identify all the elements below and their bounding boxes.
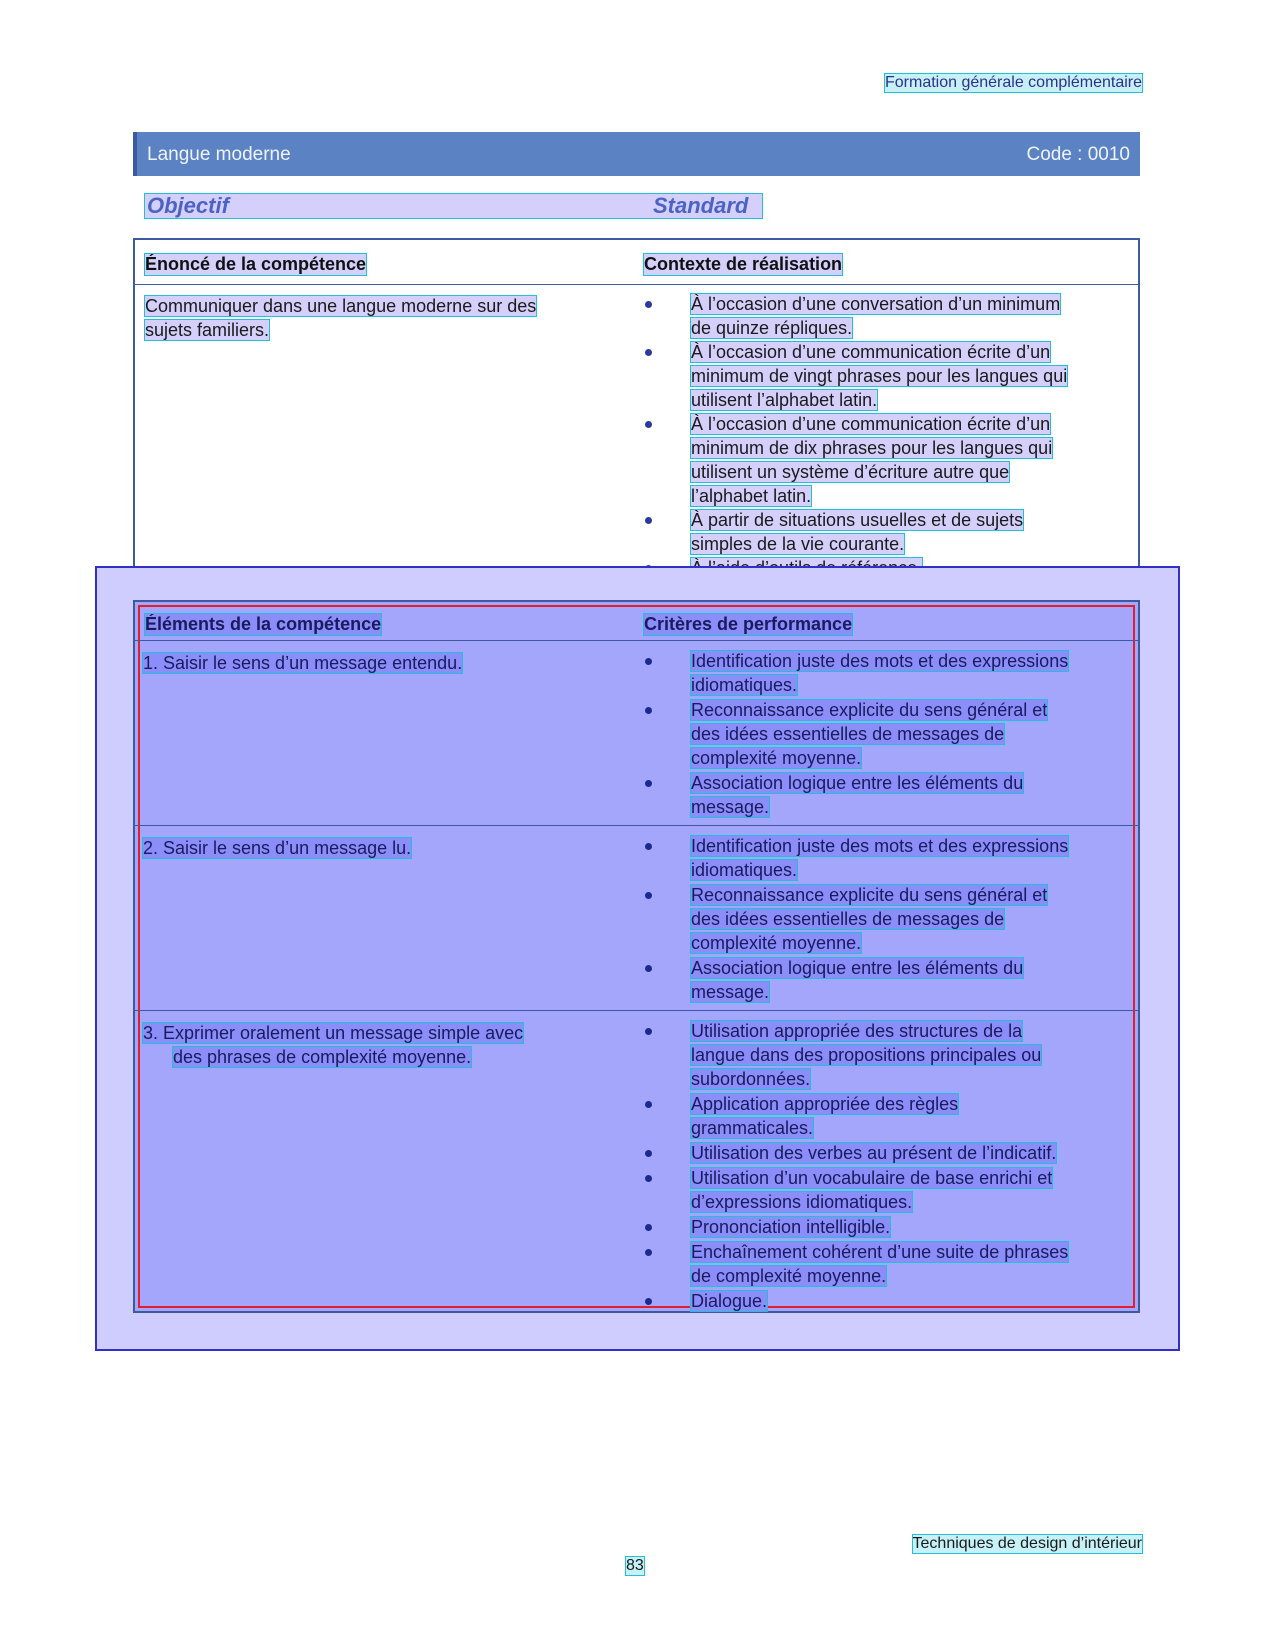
bullet-line: utilisent l’alphabet latin. xyxy=(691,390,878,410)
enonce-line: Communiquer dans une langue moderne sur des xyxy=(145,296,537,316)
element-row xyxy=(135,825,1138,1002)
bullet-line: idiomatiques. xyxy=(691,860,798,880)
element-line: 3. Exprimer oralement un message simple avec xyxy=(143,1023,524,1043)
bullet-icon xyxy=(645,1175,652,1182)
bullet-line: des idées essentielles de messages de xyxy=(691,724,1005,744)
bullet-line: Prononciation intelligible. xyxy=(691,1217,891,1237)
bullet-line: d’expressions idiomatiques. xyxy=(691,1192,913,1212)
bullet-icon xyxy=(645,1249,652,1256)
bullet-text xyxy=(691,412,1111,508)
section-bar xyxy=(133,132,1140,176)
bullet-line: À l’occasion d’une communication écrite d’un xyxy=(691,342,1051,362)
bullet-icon xyxy=(645,658,652,665)
bullet-line: message. xyxy=(691,982,770,1002)
bullet-line: langue dans des propositions principales ou xyxy=(691,1045,1042,1065)
bullet-line: Utilisation des verbes au présent de l’indicatif. xyxy=(691,1143,1057,1163)
bullet-icon xyxy=(645,1150,652,1157)
bullet-text xyxy=(691,340,1111,412)
bullet-text xyxy=(691,1289,1111,1313)
bullet-line: complexité moyenne. xyxy=(691,748,862,768)
element-row xyxy=(135,1010,1138,1311)
bullet-icon xyxy=(645,892,652,899)
bullet-line: Association logique entre les éléments du xyxy=(691,773,1024,793)
bullet-text xyxy=(691,771,1111,819)
bullet-line: utilisent un système d’écriture autre que xyxy=(691,462,1010,482)
bullet-line: message. xyxy=(691,797,770,817)
bullet-line: Reconnaissance explicite du sens général et xyxy=(691,700,1048,720)
contexte-header: Contexte de réalisation xyxy=(644,254,843,274)
element-text xyxy=(143,836,411,860)
bullet-icon xyxy=(645,1224,652,1231)
bullet-icon xyxy=(645,349,652,356)
bullet-line: À partir de situations usuelles et de sujets xyxy=(691,510,1024,530)
bullet-line: minimum de vingt phrases pour les langues qui xyxy=(691,366,1068,386)
bullet-line: À l’occasion d’une communication écrite d’un xyxy=(691,414,1051,434)
bullet-line: Enchaînement cohérent d’une suite de phrases xyxy=(691,1242,1069,1262)
bullet-text xyxy=(691,883,1111,955)
bullet-text xyxy=(691,1240,1111,1288)
bullet-line: idiomatiques. xyxy=(691,675,798,695)
bullet-line: des idées essentielles de messages de xyxy=(691,909,1005,929)
bullet-icon xyxy=(645,707,652,714)
bullet-line: complexité moyenne. xyxy=(691,933,862,953)
bullet-line: minimum de dix phrases pour les langues qui xyxy=(691,438,1053,458)
bullet-line: grammaticales. xyxy=(691,1118,814,1138)
element-row xyxy=(135,640,1138,817)
objectif-label: Objectif xyxy=(147,193,229,218)
elements-header: Éléments de la compétence xyxy=(145,614,382,634)
standard-label: Standard xyxy=(653,193,749,218)
bullet-line: l’alphabet latin. xyxy=(691,486,812,506)
element-line: des phrases de complexité moyenne. xyxy=(173,1047,472,1067)
bullet-text xyxy=(691,698,1111,770)
element-line: 2. Saisir le sens d’un message lu. xyxy=(143,838,412,858)
bullet-line: À l’occasion d’une conversation d’un minimum xyxy=(691,294,1061,314)
element-text xyxy=(143,651,462,675)
bullet-line: de complexité moyenne. xyxy=(691,1266,887,1286)
bullet-text xyxy=(691,649,1111,697)
running-header: Formation générale complémentaire xyxy=(884,74,1142,91)
bullet-icon xyxy=(645,421,652,428)
bullet-line: Application appropriée des règles xyxy=(691,1094,959,1114)
bullet-text xyxy=(691,834,1111,882)
objective-row xyxy=(145,194,762,218)
enonce-header: Énoncé de la compétence xyxy=(145,254,367,274)
element-text xyxy=(143,1021,523,1069)
bullet-line: Association logique entre les éléments du xyxy=(691,958,1024,978)
competence-table-header xyxy=(135,240,1138,285)
bullet-icon xyxy=(645,517,652,524)
page-number: 83 xyxy=(626,1557,644,1574)
elements-table xyxy=(133,600,1140,1313)
bullet-line: simples de la vie courante. xyxy=(691,534,905,554)
enonce-text xyxy=(145,294,536,342)
bullet-line: de quinze répliques. xyxy=(691,318,853,338)
bullet-icon xyxy=(645,843,652,850)
bullet-line: Identification juste des mots et des expressions xyxy=(691,651,1069,671)
competence-table xyxy=(133,238,1140,586)
bullet-line: Utilisation appropriée des structures de la xyxy=(691,1021,1023,1041)
bullet-text xyxy=(691,1166,1111,1214)
bullet-icon xyxy=(645,965,652,972)
section-code: Code : 0010 xyxy=(1026,144,1130,165)
bullet-line: Utilisation d’un vocabulaire de base enrichi et xyxy=(691,1168,1053,1188)
bullet-text xyxy=(691,508,1111,556)
bullet-icon xyxy=(645,780,652,787)
element-line: 1. Saisir le sens d’un message entendu. xyxy=(143,653,463,673)
enonce-line: sujets familiers. xyxy=(145,320,270,340)
section-title: Langue moderne xyxy=(147,144,291,165)
bullet-line: Reconnaissance explicite du sens général et xyxy=(691,885,1048,905)
bullet-line: subordonnées. xyxy=(691,1069,811,1089)
bullet-line: Identification juste des mots et des expressions xyxy=(691,836,1069,856)
footer-program: Techniques de design d’intérieur xyxy=(912,1535,1142,1552)
criteres-header: Critères de performance xyxy=(644,614,853,634)
bullet-line: Dialogue. xyxy=(691,1291,768,1311)
bullet-icon xyxy=(645,301,652,308)
bullet-icon xyxy=(645,1298,652,1305)
bullet-text xyxy=(691,1141,1111,1165)
bullet-text xyxy=(691,292,1111,340)
bullet-text xyxy=(691,1215,1111,1239)
bullet-text xyxy=(691,1092,1111,1140)
bullet-icon xyxy=(645,1101,652,1108)
bullet-text xyxy=(691,956,1111,1004)
bullet-text xyxy=(691,1019,1111,1091)
bullet-icon xyxy=(645,1028,652,1035)
